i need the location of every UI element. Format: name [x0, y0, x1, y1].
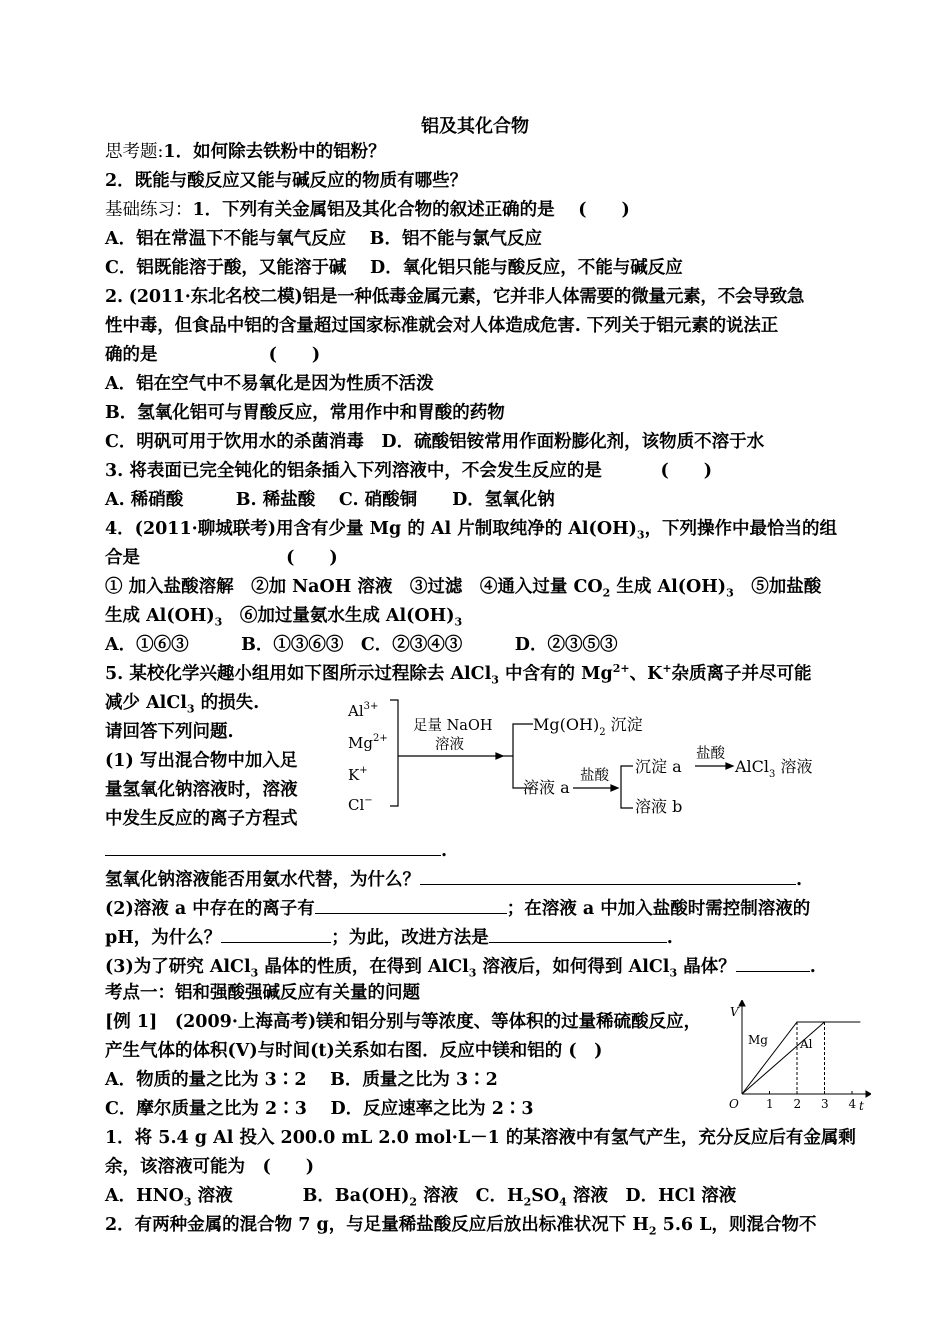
volume-time-chart: [726, 1000, 871, 1112]
solution-a: 溶液 a: [523, 778, 570, 797]
basic-q3-options: A. 稀硝酸 B. 稀盐酸 C. 硝酸铜 D．氢氧化钠: [105, 490, 555, 510]
practice-2-line-1: 2．有两种金属的混合物 7 g，与足量稀盐酸反应后放出标准状况下 $H_2$ 5.6 L，则混合物不: [105, 1215, 817, 1238]
practice-1-line-1: 1．将 5.4 g Al 投入 200.0 mL 2.0 mol·L－1 的某溶液中有氢气产生，充分反应后有金属剩: [105, 1128, 856, 1148]
basic-q4-line-4: 生成 $Al(OH)_3$ ⑥加过量氨水生成 $Al(OH)_3$: [105, 606, 463, 629]
origin-label: O: [729, 1097, 739, 1111]
think-question-1: 思考题:1．如何除去铁粉中的铝粉？: [105, 142, 386, 162]
ions-bracket: [390, 700, 398, 806]
x-tick-label: 4: [848, 1097, 857, 1111]
y-axis-arrow: [739, 1000, 745, 1006]
basic-q5-line-3: 请回答下列问题.: [105, 722, 234, 742]
basic-q5-line-2: 减少 AlCl$_3$ 的损失.: [105, 693, 260, 716]
split-bracket-2: [621, 766, 633, 808]
basic-q2-line-2: 性中毒，但食品中铝的含量超过国家标准就会对人体造成危害. 下列关于铝元素的说法正: [105, 316, 779, 336]
x-axis-label: t: [859, 1099, 864, 1112]
answer-blank[interactable]: [489, 924, 667, 943]
reagent-hcl-1: 盐酸: [580, 768, 609, 784]
basic-q2-option-b: B．氢氧化铝可与胃酸反应，常用作中和胃酸的药物: [105, 403, 505, 423]
basic-q5-line-6: 中发生反应的离子方程式: [105, 809, 298, 829]
basic-q4-line-3: ① 加入盐酸溶解 ②加 NaOH 溶液 ③过滤 ④通入过量 $CO_2$ 生成 $Al(OH)_3$ ⑤加盐酸: [105, 577, 822, 600]
final-alcl3: AlCl$_3$ 溶液: [735, 757, 813, 780]
basic-q4-line-2: 合是 ( ): [105, 548, 338, 568]
answer-blank[interactable]: [105, 837, 441, 856]
example-1-options-cd: C．摩尔质量之比为 2∶3 D．反应速率之比为 2∶3: [105, 1099, 534, 1119]
practice-1-options: A．$HNO_3$ 溶液 B．$Ba(OH)_2$ 溶液 C．$H_2SO_4$ 溶液 D．HCl 溶液: [105, 1186, 737, 1209]
ion-mg: $Mg^{2+}$: [348, 733, 388, 752]
basic-q2-options-cd: C．明矾可用于饮用水的杀菌消毒 D．硫酸铝铵常用作面粉膨化剂，该物质不溶于水: [105, 432, 765, 452]
think-label: 思考题:: [105, 142, 164, 162]
precipitate-a: 沉淀 a: [635, 757, 682, 776]
basic-q3-stem: 3. 将表面已完全钝化的铝条插入下列溶液中，不会发生反应的是 ( ): [105, 461, 713, 481]
key-point-1: 考点一：铝和强酸强碱反应有关量的问题: [105, 983, 420, 1003]
example-1-line-2: 产生气体的体积(V)与时间(t)关系如右图．反应中镁和铝的 ( ): [105, 1041, 603, 1061]
example-1-options-ab: A．物质的量之比为 3∶2 B．质量之比为 3∶2: [105, 1070, 498, 1090]
basic-q4-line-1: 4．(2011·聊城联考)用含有少量 Mg 的 Al 片制取纯净的 $Al(OH)_3$，下列操作中最恰当的组: [105, 519, 838, 542]
y-axis-label: V: [730, 1005, 739, 1019]
answer-blank[interactable]: [736, 953, 810, 972]
answer-blank[interactable]: [221, 924, 331, 943]
separation-flow-diagram: [343, 694, 843, 826]
series-label-mg: Mg: [748, 1033, 768, 1047]
basic-q2-line-3: 确的是 ( ): [105, 345, 321, 365]
think-question-2: 2．既能与酸反应又能与碱反应的物质有哪些？: [105, 171, 468, 191]
page-title: 铝及其化合物: [421, 116, 529, 137]
basic-q1-options-ab: A．铝在常温下不能与氧气反应 B．铝不能与氯气反应: [105, 229, 542, 249]
product-mgoh2: $Mg(OH)_2$ 沉淀: [533, 715, 643, 738]
example-1-line-1: [例 1] (2009·上海高考)镁和铝分别与等浓度、等体积的过量稀硫酸反应，: [105, 1012, 702, 1032]
basic-q2-option-a: A．铝在空气中不易氧化是因为性质不活泼: [105, 374, 434, 394]
basic-label: 基础练习：: [105, 200, 193, 220]
ion-k: K+: [348, 765, 368, 784]
reagent-naoh: 足量 NaOH: [413, 718, 493, 734]
basic-q5-line-11: (3)为了研究 AlCl$_3$ 晶体的性质，在得到 AlCl$_3$ 溶液后，如何得到 AlCl$_3$ 晶体？ .: [105, 953, 816, 978]
basic-q5-line-9: (2)溶液 a 中存在的离子有 ；在溶液 a 中加入盐酸时需控制溶液的: [105, 895, 810, 920]
basic-q5-line-8: 氢氧化钠溶液能否用氨水代替，为什么？ .: [105, 866, 802, 891]
answer-blank[interactable]: [315, 895, 507, 914]
basic-q5-line-5: 量氢氧化钠溶液时，溶液: [105, 780, 298, 800]
basic-question-1: 基础练习：1．下列有关金属铝及其化合物的叙述正确的是 ( ): [105, 200, 630, 220]
ion-cl: Cl−: [348, 795, 373, 814]
reagent-hcl-2: 盐酸: [696, 746, 725, 762]
x-tick-label: 2: [793, 1097, 802, 1111]
x-axis-arrow: [866, 1091, 871, 1097]
basic-q5-line-10: pH，为什么？ ；为此，改进方法是 .: [105, 924, 673, 949]
solution-b: 溶液 b: [635, 797, 683, 816]
answer-blank[interactable]: [420, 866, 796, 885]
basic-q5-line-1: 5. 某校化学兴趣小组用如下图所示过程除去 AlCl$_3$ 中含有的 $Mg^{2+}$、K+杂质离子并尽可能: [105, 662, 812, 687]
x-tick-label: 1: [766, 1097, 774, 1111]
series-label-al: Al: [800, 1037, 813, 1051]
reagent-naoh-solution: 溶液: [435, 737, 464, 753]
practice-1-line-2: 余，该溶液可能为 ( ): [105, 1157, 315, 1177]
basic-q1-options-cd: C．铝既能溶于酸，又能溶于碱 D．氧化铝只能与酸反应，不能与碱反应: [105, 258, 683, 278]
basic-q5-line-4: (1) 写出混合物中加入足: [105, 751, 298, 771]
x-tick-label: 3: [821, 1097, 829, 1111]
basic-q5-line-7: .: [105, 837, 447, 862]
basic-q4-options: A．①⑥③ B．①③⑥③ C．②③④③ D．②③⑤③: [105, 635, 618, 655]
basic-q2-line-1: 2. (2011·东北名校二模)铝是一种低毒金属元素，它并非人体需要的微量元素，不会导致急: [105, 287, 805, 307]
ion-al: $Al^{3+}$: [348, 701, 379, 720]
